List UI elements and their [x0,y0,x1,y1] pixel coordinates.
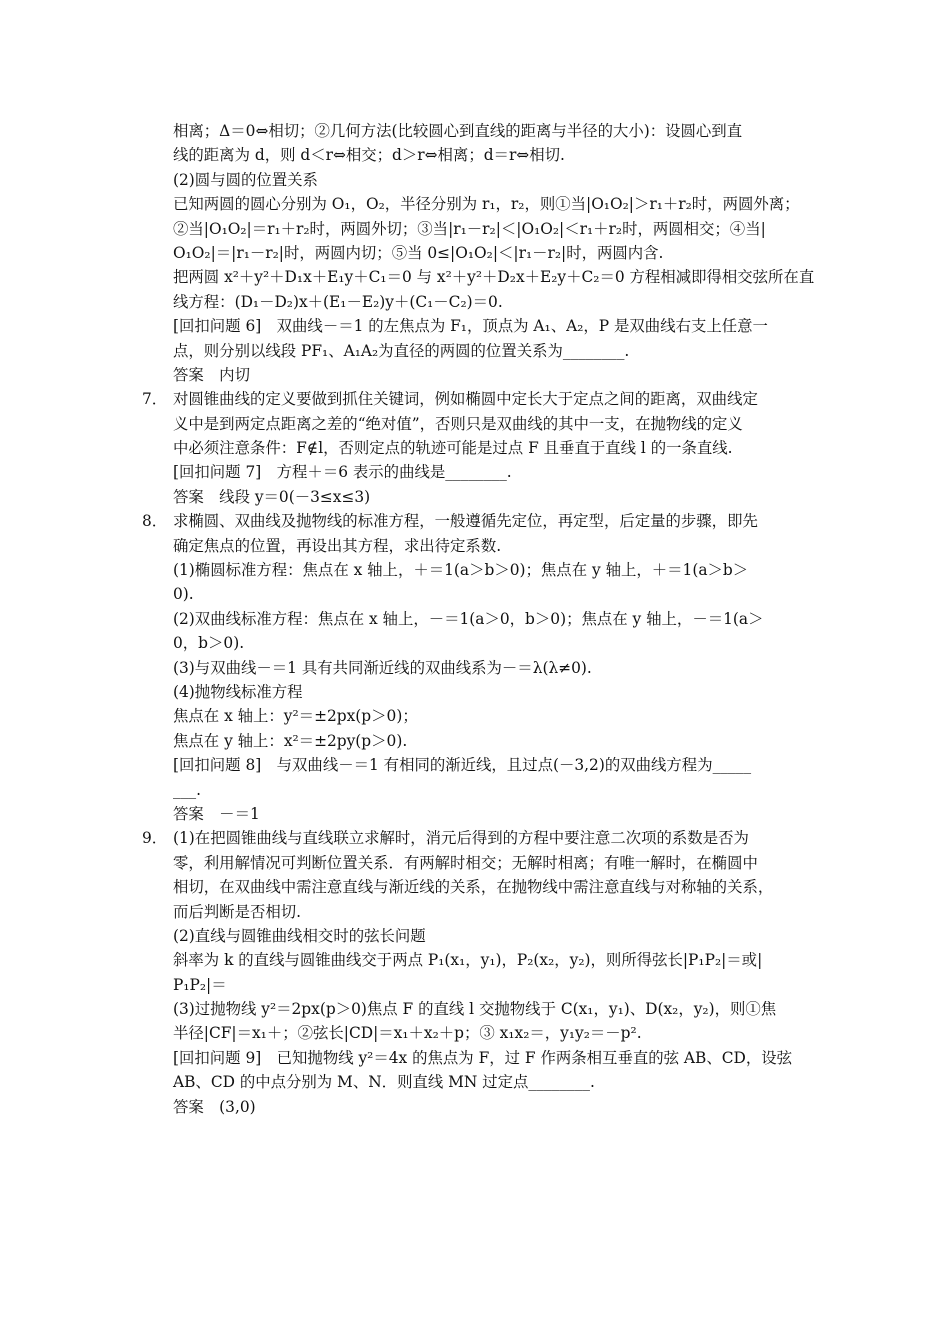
line-text: 确定焦点的位置，再设出其方程，求出待定系数. [173,536,502,555]
text-line [142,924,814,948]
text-line [142,900,814,924]
line-text: P₁P₂|＝ [173,975,227,994]
line-text: [回扣问题 9] 已知抛物线 y²＝4x 的焦点为 F，过 F 作两条相互垂直的弦 AB、CD，设弦 [173,1048,792,1067]
text-line [142,119,814,143]
text-line [142,1095,814,1119]
text-line [142,1046,814,1070]
line-text: (4)抛物线标准方程 [173,682,303,701]
text-line [142,948,814,972]
text-line [142,436,814,460]
line-text: 答案 内切 [173,365,250,384]
line-text: [回扣问题 7] 方程＋＝6 表示的曲线是________. [173,463,512,482]
text-line [142,582,814,606]
line-text: (2)圆与圆的位置关系 [173,170,318,189]
text-line [142,460,814,484]
list-item-line [142,509,814,533]
item-number: 9． [142,829,168,848]
line-text: ___. [173,780,201,799]
line-text: 线的距离为 d，则 d＜r⇔相交；d＞r⇔相离；d＝r⇔相切. [173,146,565,165]
text-line [142,143,814,167]
line-text: 答案 线段 y＝0(－3≤x≤3) [173,487,371,506]
text-line [142,217,814,241]
line-text: 半径|CF|＝x₁＋；②弦长|CD|＝x₁＋x₂＋p；③ x₁x₂＝，y₁y₂＝－p². [173,1024,642,1043]
line-text: 求椭圆、双曲线及抛物线的标准方程，一般遵循先定位，再定型，后定量的步骤，即先 [173,512,758,531]
line-text: 而后判断是否相切. [173,902,302,921]
line-text: 斜率为 k 的直线与圆锥曲线交于两点 P₁(x₁，y₁)，P₂(x₂，y₂)，则所得弦长|P₁P₂|＝或| [173,951,763,970]
text-line [142,265,814,289]
line-text: 义中是到两定点距离之差的“绝对值”，否则只是双曲线的其中一支，在抛物线的定义 [173,414,743,433]
text-line [142,290,814,314]
text-line [142,704,814,728]
text-line [142,558,814,582]
line-text: (2)直线与圆锥曲线相交时的弦长问题 [173,926,426,945]
line-text: 相切，在双曲线中需注意直线与渐近线的关系，在抛物线中需注意直线与对称轴的关系， [173,878,774,897]
text-line [142,1070,814,1094]
text-line [142,314,814,338]
line-text: AB、CD 的中点分别为 M、N．则直线 MN 过定点________. [173,1073,595,1092]
text-line [142,802,814,826]
text-line [142,997,814,1021]
text-line [142,753,814,777]
text-line [142,412,814,436]
text-line [142,778,814,802]
list-item-line [142,826,814,850]
line-text: 中必须注意条件：F∉l，否则定点的轨迹可能是过点 F 且垂直于直线 l 的一条直线. [173,439,733,458]
line-text: [回扣问题 6] 双曲线－＝1 的左焦点为 F₁，顶点为 A₁、A₂，P 是双曲线右支上任意一 [173,317,768,336]
text-line [142,656,814,680]
line-text: 相离；Δ＝0⇔相切；②几何方法(比较圆心到直线的距离与半径的大小)：设圆心到直 [173,122,743,140]
line-text: 答案 (3,0) [173,1097,256,1116]
text-line [142,485,814,509]
text-line [142,729,814,753]
line-text: (1)在把圆锥曲线与直线联立求解时，消元后得到的方程中要注意二次项的系数是否为 [173,829,749,848]
line-text: 点，则分别以线段 PF₁、A₁A₂为直径的两圆的位置关系为________. [173,341,630,360]
line-text: ②当|O₁O₂|＝r₁＋r₂时，两圆外切；③当|r₁－r₂|＜|O₁O₂|＜r₁＋r₂时，两圆相交；④当| [173,219,766,238]
line-text: 0，b＞0). [173,634,245,653]
text-line [142,363,814,387]
text-line [142,875,814,899]
line-text: 线方程：(D₁－D₂)x＋(E₁－E₂)y＋(C₁－C₂)＝0. [173,292,503,311]
line-text: 答案 －＝1 [173,804,260,823]
text-line [142,631,814,655]
line-text: 焦点在 x 轴上：y²＝±2px(p＞0)； [173,707,418,726]
text-line [142,534,814,558]
line-text: 对圆锥曲线的定义要做到抓住关键词，例如椭圆中定长大于定点之间的距离，双曲线定 [173,390,758,409]
line-text: 把两圆 x²＋y²＋D₁x＋E₁y＋C₁＝0 与 x²＋y²＋D₂x＋E₂y＋C₂＝0 方程相减即得相交弦所在直 [173,268,815,287]
item-number: 7． [142,390,168,409]
line-text: 零，利用解情况可判断位置关系．有两解时相交；无解时相离；有唯一解时，在椭圆中 [173,853,758,872]
text-line [142,168,814,192]
text-line [142,192,814,216]
text-line [142,680,814,704]
text-line [142,973,814,997]
text-line [142,607,814,631]
line-text: 0). [173,585,194,604]
text-line [142,241,814,265]
text-line [142,1021,814,1045]
line-text: 已知两圆的圆心分别为 O₁，O₂，半径分别为 r₁，r₂，则①当|O₁O₂|＞r₁＋r₂时，两圆外离； [173,195,800,214]
line-text: [回扣问题 8] 与双曲线－＝1 有相同的渐近线，且过点(－3,2)的双曲线方程为_____ [173,756,752,775]
item-number: 8． [142,512,168,531]
line-text: (1)椭圆标准方程：焦点在 x 轴上，＋＝1(a＞b＞0)；焦点在 y 轴上，＋＝1(a＞b＞ [173,561,749,580]
line-text: (3)过抛物线 y²＝2px(p＞0)焦点 F 的直线 l 交抛物线于 C(x₁，y₁)、D(x₂，y₂)，则①焦 [173,1000,777,1019]
line-text: (2)双曲线标准方程：焦点在 x 轴上，－＝1(a＞0，b＞0)；焦点在 y 轴上，－＝1(a＞ [173,609,764,628]
text-line [142,339,814,363]
document-body [142,119,814,1119]
line-text: O₁O₂|＝|r₁－r₂|时，两圆内切；⑤当 0≤|O₁O₂|＜|r₁－r₂|时，两圆内含. [173,243,664,262]
list-item-line [142,387,814,411]
line-text: (3)与双曲线－＝1 具有共同渐近线的双曲线系为－＝λ(λ≠0). [173,658,592,677]
text-line [142,851,814,875]
line-text: 焦点在 y 轴上：x²＝±2py(p＞0). [173,731,408,750]
